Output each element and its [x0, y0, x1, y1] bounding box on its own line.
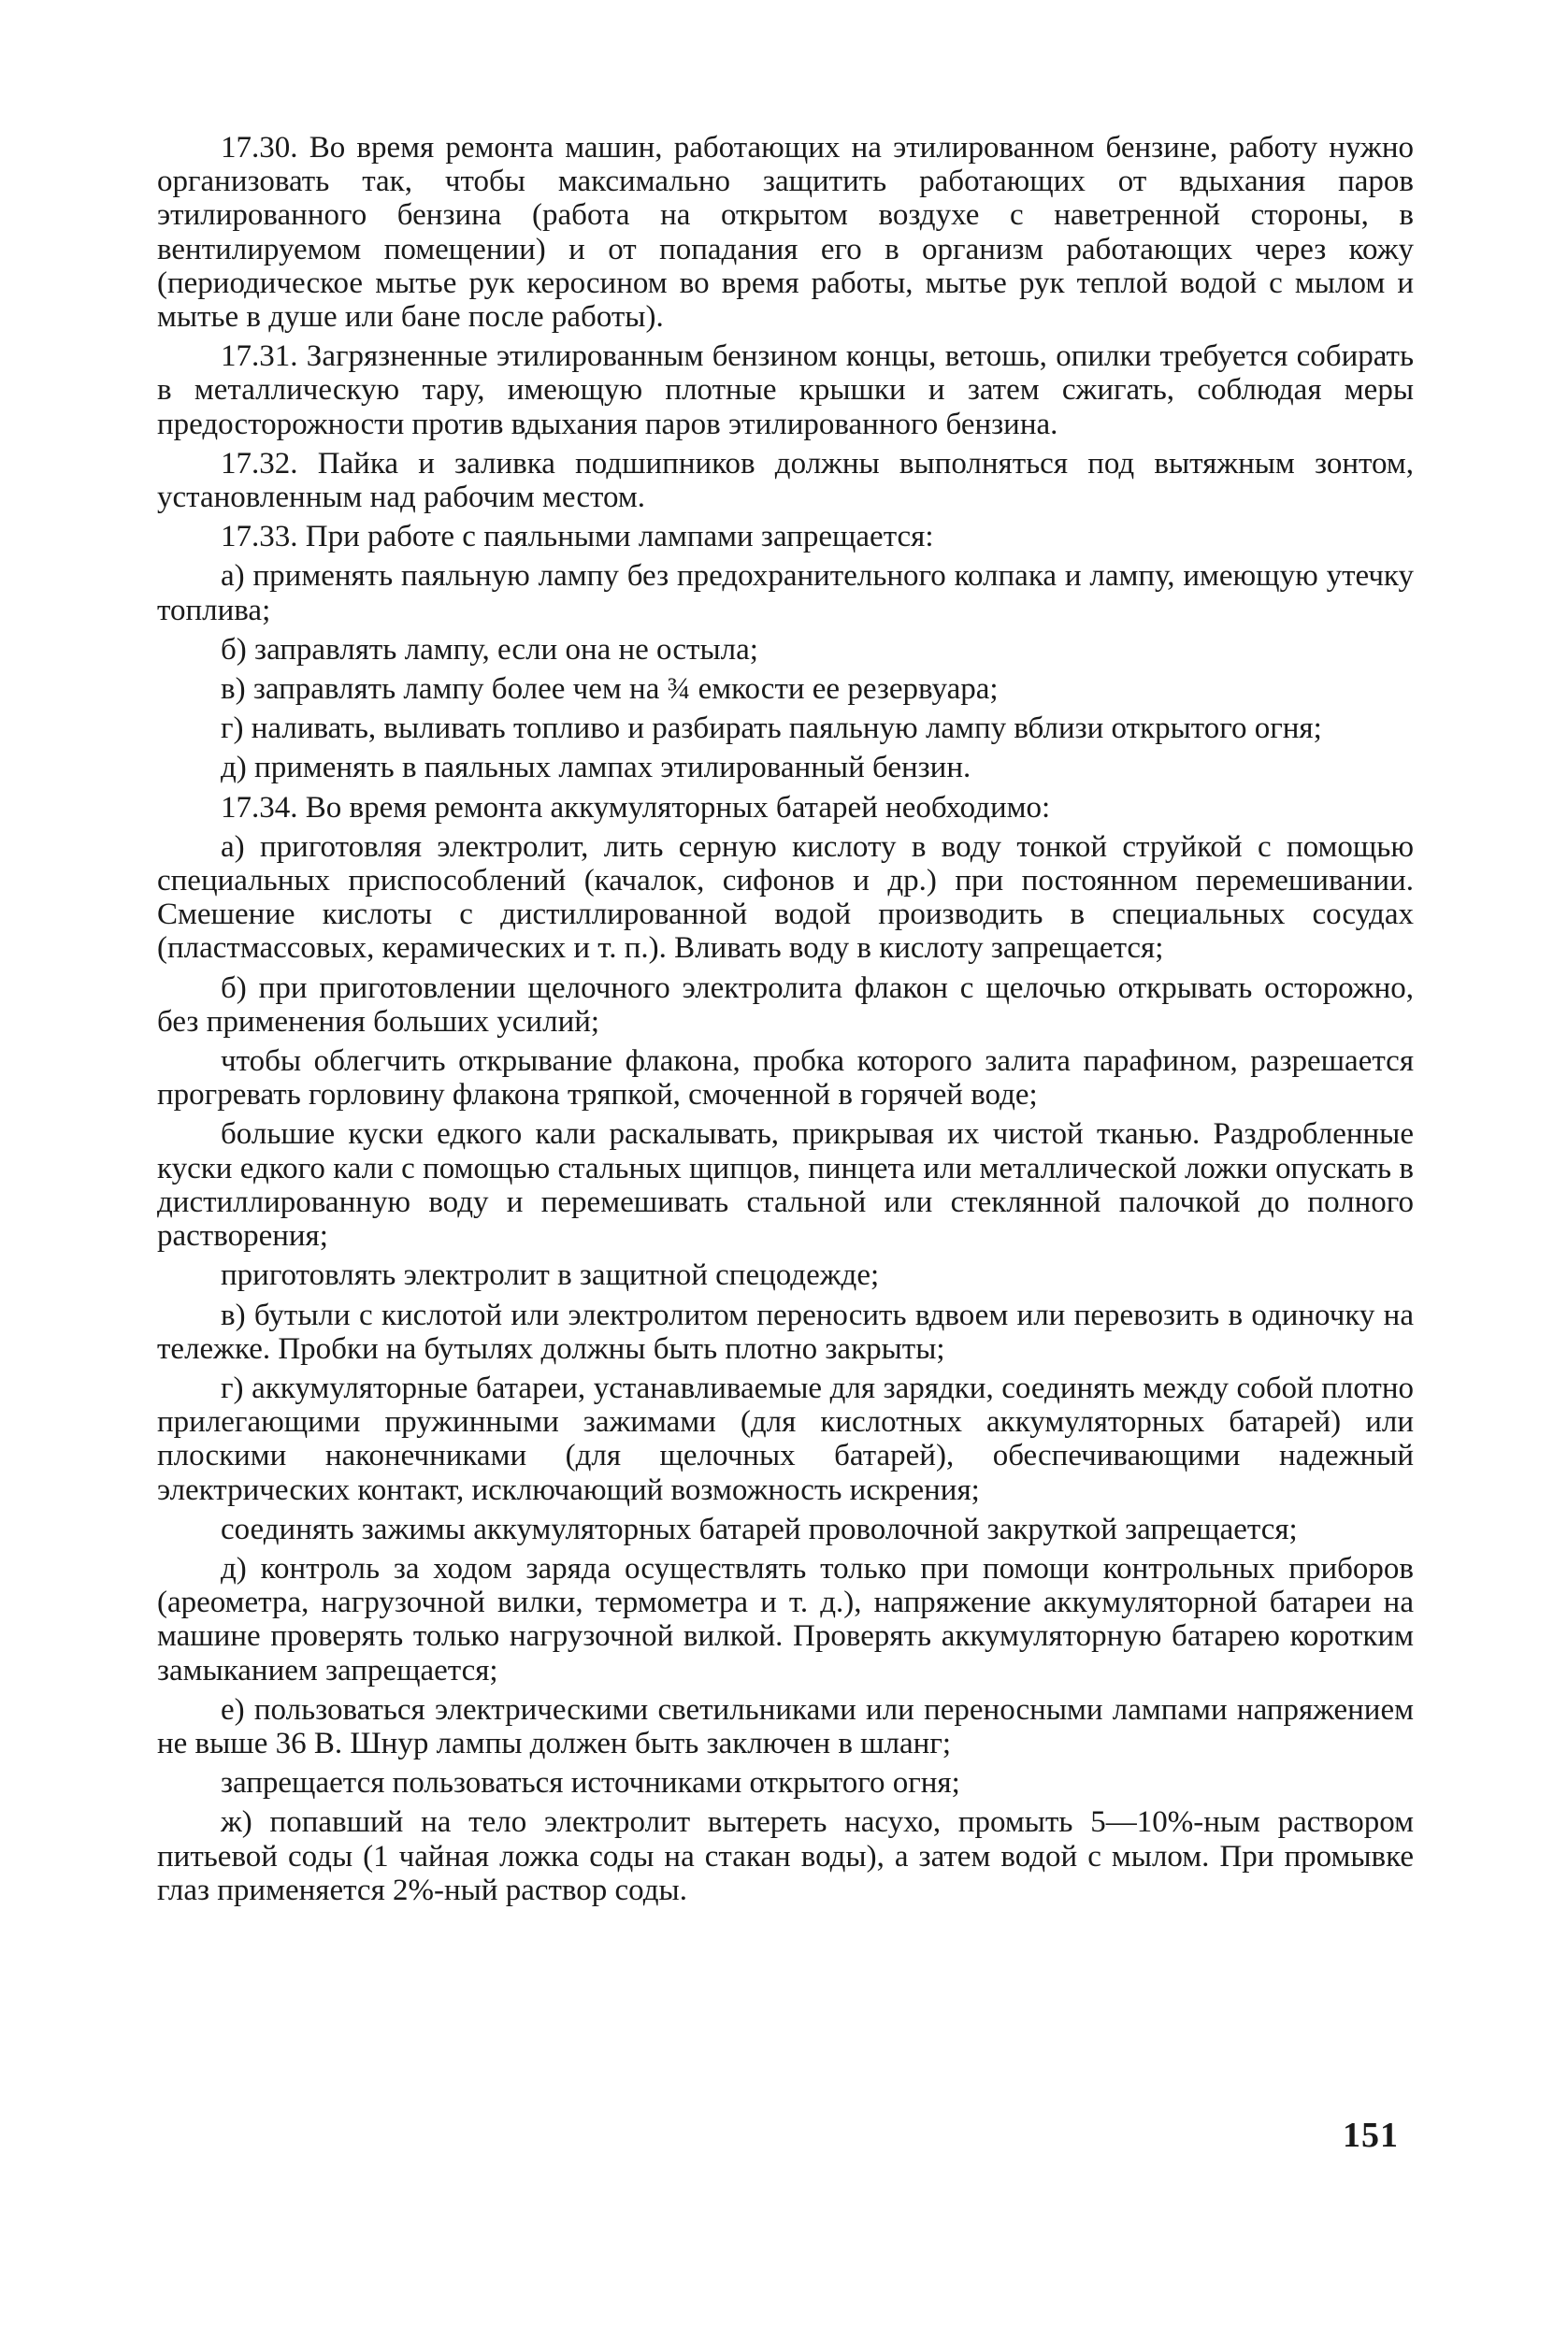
list-item-17-34-b-cont-2: большие куски едкого кали раскалывать, прикрывая их чистой тканью. Раздробленные куски едкого кали с помощью стальных щипцов, пинцета или металлической ложки опускать в дистиллированную воду и перемешивать стальной или стеклянной палочкой до полного растворения; [157, 1117, 1414, 1254]
page-number: 151 [1343, 2116, 1399, 2155]
paragraph-17-31: 17.31. Загрязненные этилированным бензином концы, ветошь, опилки требуется собирать в металлическую тару, имеющую плотные крышки и затем сжигать, соблюдая меры предосторожности против вдыхания паров этилированного бензина. [157, 339, 1414, 441]
list-item-17-33-d: д) применять в паяльных лампах этилированный бензин. [221, 751, 971, 785]
list-item-17-33-a: а) применять паяльную лампу без предохранительного колпака и лампу, имеющую утечку топлива; [157, 559, 1414, 627]
paragraph-17-34: 17.34. Во время ремонта аккумуляторных батарей необходимо: [221, 790, 1051, 825]
list-item-17-34-b: б) при приготовлении щелочного электролита флакон с щелочью открывать осторожно, без применения больших усилий; [157, 970, 1414, 1039]
list-item-17-34-g-cont: соединять зажимы аккумуляторных батарей проволочной закруткой запрещается; [221, 1512, 1298, 1546]
list-item-17-33-b: б) заправлять лампу, если она не остыла; [221, 632, 758, 667]
list-item-17-34-d: д) контроль за ходом заряда осуществлять только при помощи контрольных приборов (ареометра, нагрузочной вилки, термометра и т. д.), напряжение аккумуляторной батареи на машине проверять только нагрузочной вилкой. Проверять аккумуляторную батарею коротким замыканием запрещается; [157, 1551, 1414, 1688]
list-item-17-34-g: г) аккумуляторные батареи, устанавливаемые для зарядки, соединять между собой плотно прилегающими пружинными зажимами (для кислотных аккумуляторных батарей) или плоскими наконечниками (для щелочных батарей), обеспечивающими надежный электрических контакт, исключающий возможность искрения; [157, 1371, 1414, 1507]
list-item-17-34-zh: ж) попавший на тело электролит вытереть насухо, промыть 5—10%-ным раствором питьевой соды (1 чайная ложка соды на стакан воды), а затем водой с мылом. При промывке глаз применяется 2%-ный раствор соды. [157, 1805, 1414, 1907]
body-text [157, 131, 1414, 1913]
list-item-17-34-e-cont: запрещается пользоваться источниками открытого огня; [221, 1766, 960, 1801]
list-item-17-33-g: г) наливать, выливать топливо и разбирать паяльную лампу вблизи открытого огня; [221, 711, 1322, 746]
list-item-17-34-v: в) бутыли с кислотой или электролитом переносить вдвоем или перевозить в одиночку на тележке. Пробки на бутылях должны быть плотно закрыты; [157, 1298, 1414, 1366]
list-item-17-34-b-cont-1: чтобы облегчить открывание флакона, пробка которого залита парафином, разрешается прогревать горловину флакона тряпкой, смоченной в горячей воде; [157, 1044, 1414, 1113]
list-item-17-34-a: а) приготовляя электролит, лить серную кислоту в воду тонкой струйкой с помощью специальных приспособлений (качалок, сифонов и др.) при постоянном перемешивании. Смешение кислоты с дистиллированной водой производить в специальных сосудах (пластмассовых, керамических и т. п.). Вливать воду в кислоту запрещается; [157, 829, 1414, 966]
list-item-17-33-v: в) заправлять лампу более чем на ¾ емкости ее резервуара; [221, 672, 999, 707]
list-item-17-34-b-cont-3: приготовлять электролит в защитной спецодежде; [221, 1258, 880, 1293]
paragraph-17-30: 17.30. Во время ремонта машин, работающих на этилированном бензине, работу нужно организовать так, чтобы максимально защитить работающих от вдыхания паров этилированного бензина (работа на открытом воздухе с наветренной стороны, в вентилируемом помещении) и от попадания его в организм работающих через кожу (периодическое мытье рук керосином во время работы, мытье рук теплой водой с мылом и мытье в душе или бане после работы). [157, 131, 1414, 335]
paragraph-17-32: 17.32. Пайка и заливка подшипников должны выполняться под вытяжным зонтом, установленным над рабочим местом. [157, 446, 1414, 515]
list-item-17-34-e: е) пользоваться электрическими светильниками или переносными лампами напряжением не выше 36 В. Шнур лампы должен быть заключен в шланг; [157, 1692, 1414, 1760]
paragraph-17-33: 17.33. При работе с паяльными лампами запрещается: [221, 520, 934, 554]
